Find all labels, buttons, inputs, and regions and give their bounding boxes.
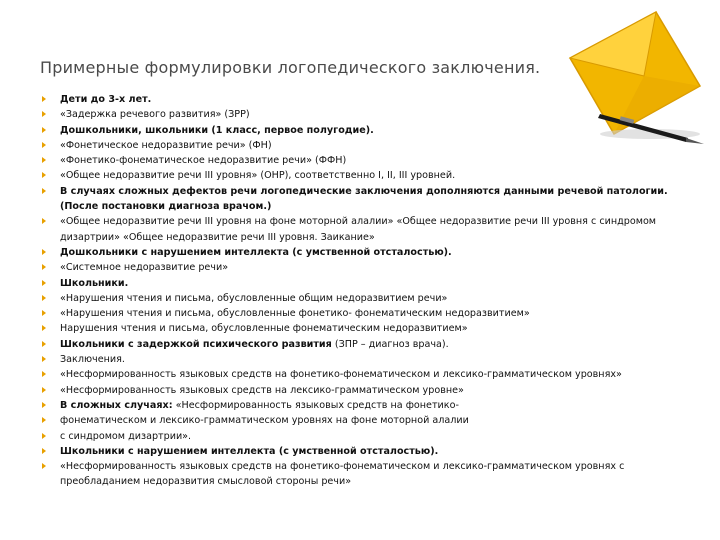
bullet-icon: [42, 448, 46, 454]
list-item: [40, 398, 680, 413]
slide-title: Примерные формулировки логопедического заключения.: [40, 58, 541, 77]
list-item: [40, 138, 680, 153]
bullet-icon: [42, 264, 46, 270]
bullet-icon: [42, 188, 46, 194]
list-item: [40, 123, 680, 138]
bullet-icon: [42, 249, 46, 255]
bullet-icon: [42, 295, 46, 301]
item-bold-text: В сложных случаях:: [60, 399, 173, 411]
bullet-icon: [42, 463, 46, 469]
list-item: [40, 306, 680, 321]
bullet-icon: [42, 417, 46, 423]
list-item: [40, 168, 680, 183]
item-text: Заключения.: [60, 354, 125, 366]
bullet-icon: [42, 111, 46, 117]
item-text: «Несформированность языковых средств на лексико-грамматическом уровне»: [60, 384, 464, 396]
item-text: «Несформированность языковых средств на фонетико-фонематическом и лексико-грамматическом уровнях»: [60, 369, 622, 381]
bullet-icon: [42, 172, 46, 178]
bullet-icon: [42, 96, 46, 102]
bullet-icon: [42, 310, 46, 316]
item-text: «Фонетико-фонематическое недоразвитие речи» (ФФН): [60, 155, 347, 167]
list-item: [40, 352, 680, 367]
item-text: Школьники.: [60, 277, 129, 289]
item-text: «Несформированность языковых средств на фонетико-фонематическом и лексико-грамматическом уровнях с преобладанием недоразвития смысловой стороны речи»: [60, 461, 625, 488]
list-item: [40, 337, 680, 352]
bullet-icon: [42, 127, 46, 133]
item-text: Дошкольники, школьники (1 класс, первое полугодие).: [60, 124, 374, 136]
item-text: «Задержка речевого развития» (ЗРР): [60, 109, 250, 121]
list-item: [40, 276, 680, 291]
item-text: с синдромом дизартрии».: [60, 430, 192, 442]
list-item: [40, 245, 680, 260]
item-text: «Общее недоразвитие речи III уровня» (ОНР), соответственно I, II, III уровней.: [60, 170, 456, 182]
bullet-icon: [42, 341, 46, 347]
list-item: [40, 291, 680, 306]
item-text: «Нарушения чтения и письма, обусловленные общим недоразвитием речи»: [60, 292, 448, 304]
bullet-icon: [42, 218, 46, 224]
item-text: Школьники с нарушением интеллекта (с умственной отсталостью).: [60, 445, 439, 457]
item-bold-text: Школьники с задержкой психического развития: [60, 338, 332, 350]
bullet-icon: [42, 356, 46, 362]
item-text: «Нарушения чтения и письма, обусловленные фонетико- фонематическим недоразвитием»: [60, 308, 530, 320]
bullet-icon: [42, 433, 46, 439]
list-item: [40, 383, 680, 398]
item-text: фонематическом и лексико-грамматическом уровнях на фоне моторной алалии: [60, 415, 469, 427]
item-text: Дети до 3-х лет.: [60, 94, 152, 105]
item-text: «Общее недоразвитие речи III уровня на фоне моторной алалии» «Общее недоразвитие речи III уровня с синдромом дизартрии» «Общее недоразвитие речи III уровня. Заикание»: [60, 216, 657, 243]
list-item: [40, 321, 680, 336]
bullet-icon: [42, 280, 46, 286]
list-item: [40, 214, 680, 245]
list-item: [40, 367, 680, 382]
list-item: [40, 92, 680, 107]
bullet-icon: [42, 387, 46, 393]
item-text: В случаях сложных дефектов речи логопедические заключения дополняются данными речевой патологии. (После постановки диагноза врачом.): [60, 185, 668, 213]
bullet-icon: [42, 371, 46, 377]
list-item: [40, 413, 680, 428]
bullet-icon: [42, 142, 46, 148]
list-item: [40, 429, 680, 444]
formulation-list: [40, 92, 680, 490]
item-text: «Несформированность языковых средств на фонетико-: [172, 399, 459, 411]
bullet-icon: [42, 325, 46, 331]
item-text: Дошкольники с нарушением интеллекта (с умственной отсталостью).: [60, 246, 452, 258]
list-item: [40, 459, 680, 490]
item-text: Нарушения чтения и письма, обусловленные фонематическим недоразвитием»: [60, 323, 468, 335]
bullet-icon: [42, 402, 46, 408]
item-text: «Фонетическое недоразвитие речи» (ФН): [60, 139, 272, 151]
item-text: (ЗПР – диагноз врача).: [331, 338, 449, 350]
list-item: [40, 260, 680, 275]
list-item: [40, 107, 680, 122]
list-item: [40, 184, 680, 215]
bullet-icon: [42, 157, 46, 163]
list-item: [40, 153, 680, 168]
item-text: «Системное недоразвитие речи»: [60, 262, 229, 274]
list-item: [40, 444, 680, 459]
